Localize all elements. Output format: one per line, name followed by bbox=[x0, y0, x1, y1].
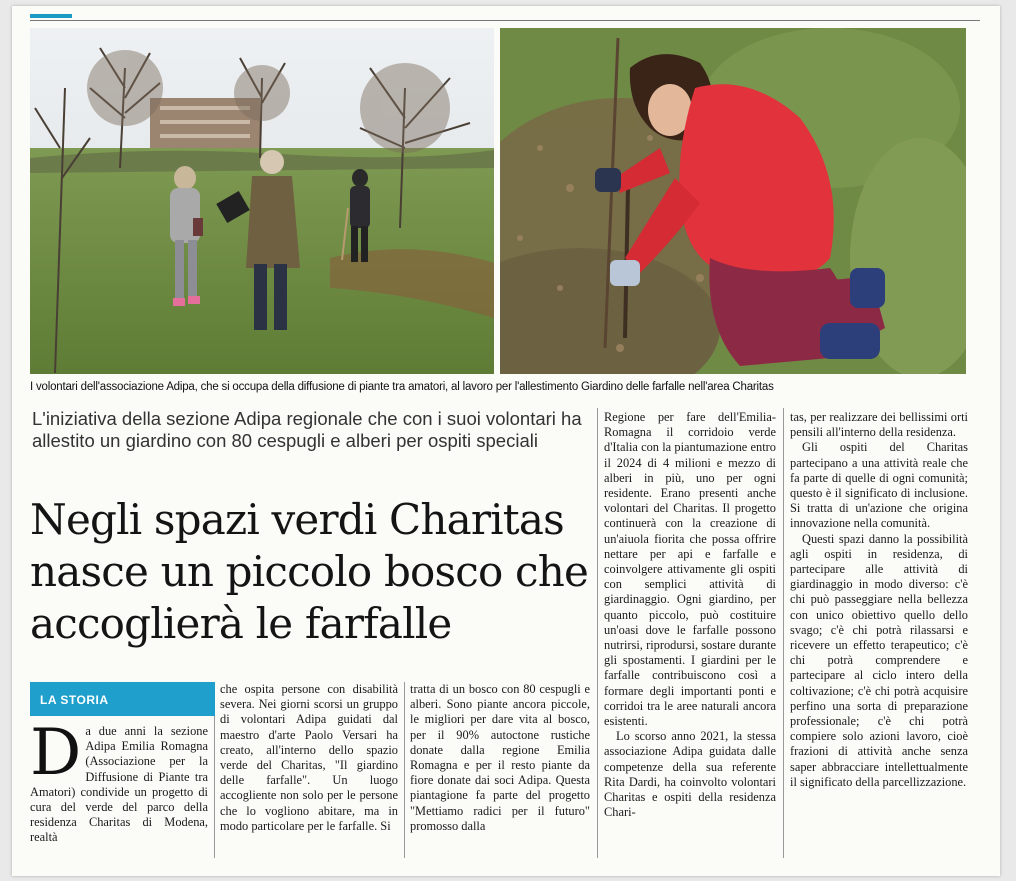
article-column-5 bbox=[790, 410, 968, 790]
article-text: Lo scorso anno 2021, la stessa associazione Adipa guidata dalle competenze della sua referente Rita Dardi, ha coinvolto volontari Charitas e ospiti della residenza Chari- bbox=[604, 729, 776, 820]
photo-volunteers-park bbox=[30, 28, 494, 374]
article-subheading: L'iniziativa della sezione Adipa regionale che con i suoi volontari ha allestito un giardino con 80 cespugli e alberi per ospiti speciali bbox=[32, 408, 582, 451]
article-column-1 bbox=[30, 716, 208, 846]
article-text: Regione per fare dell'Emilia-Romagna il corridoio verde d'Italia con la piantumazione entro il 2024 di 4 milioni e mezzo di alberi in più, uno per ogni residente. Erano presenti anche volontari del Charitas. Il progetto continuerà con la creazione di un'aiuola fiorita che possa offrire nettare per api e farfalle e coinvolgere attivamente gli ospiti con semplici attività di giardinaggio. Ogni giardino, per quanto piccolo, può costituire un'oasi dove le farfalle possono nutrirsi, riprodursi, sostare durante gli spostamenti. I giardini per le farfalle contribuiscono così a formare degli importanti ponti e corridoi tra le aree naturali ancora esistenti. bbox=[604, 410, 776, 729]
article-column-3 bbox=[410, 682, 590, 834]
article-text: tratta di un bosco con 80 cespugli e alberi. Sono piante ancora piccole, le migliori per dare vita al bosco, per il 90% autoctone rustiche donate dalla regione Emilia Romagna e per il resto piante da fiore donate dai soci Adipa. Questa piantagione fa parte del progetto "Mettiamo radici per il futuro" promosso dalla bbox=[410, 682, 590, 833]
section-color-bar bbox=[30, 14, 72, 18]
article-headline: Negli spazi verdi Charitas nasce un piccolo bosco che accoglierà le farfalle bbox=[30, 495, 589, 649]
top-rule bbox=[30, 20, 980, 21]
article-text: Questi spazi danno la possibilità agli ospiti in residenza, di partecipare alle attività di giardinaggio in modo diverso: c'è chi può passeggiare nella bellezza con unico obiettivo quello dello svago; c'è chi potrà rilassarsi e ricevere un effetto terapeutico; c'è chi potrà comprendere e partecipare al ciclo intero della coltivazione; c'è chi potrà acquisire perfino una sorta di preparazione professionale; c'è chi potrà compiere solo azioni lavoro, cioè frazioni di attività anche senza saper abbracciare intellettualmente il significato della parcellizzazione. bbox=[790, 531, 968, 789]
article-text: che ospita persone con disabilità severa. Nei giorni scorsi un gruppo di volontari Adipa guidati dal maestro d'arte Paolo Versari ha creato, all'interno dello spazio verde del Charitas, "Il giardino delle farfalle". Un luogo accogliente non solo per le persone che lo vogliono abitare, ma in modo particolare per le farfalle. Si bbox=[220, 682, 398, 833]
photo-woman-planting bbox=[500, 28, 966, 374]
column-divider bbox=[404, 682, 405, 858]
newspaper-page bbox=[12, 6, 1000, 876]
article-text: Gli ospiti del Charitas partecipano a una attività reale che fa parte di quelle di ogni comunità; questo è il significato di inclusione. Si tratta di un'azione che origina innovazione nella comunità. bbox=[790, 440, 968, 531]
photo-caption: I volontari dell'associazione Adipa, che si occupa della diffusione di piante tra amatori, al lavoro per l'allestimento Giardino delle farfalle nell'area Charitas bbox=[30, 381, 774, 393]
article-column-4 bbox=[604, 410, 776, 820]
column-divider bbox=[597, 408, 598, 858]
column-divider bbox=[783, 408, 784, 858]
article-text: a due anni la sezione Adipa Emilia Romagna (Associazione per la Diffusione di Piante tra Amatori) condivide un progetto di cura del verde del parco della residenza Charitas di Modena, realtà bbox=[30, 724, 208, 845]
article-text: tas, per realizzare dei bellissimi orti pensili all'interno della residenza. bbox=[790, 410, 968, 440]
drop-cap: D bbox=[30, 716, 82, 790]
article-column-2 bbox=[220, 682, 398, 834]
section-tag-la-storia: LA STORIA bbox=[30, 682, 215, 716]
